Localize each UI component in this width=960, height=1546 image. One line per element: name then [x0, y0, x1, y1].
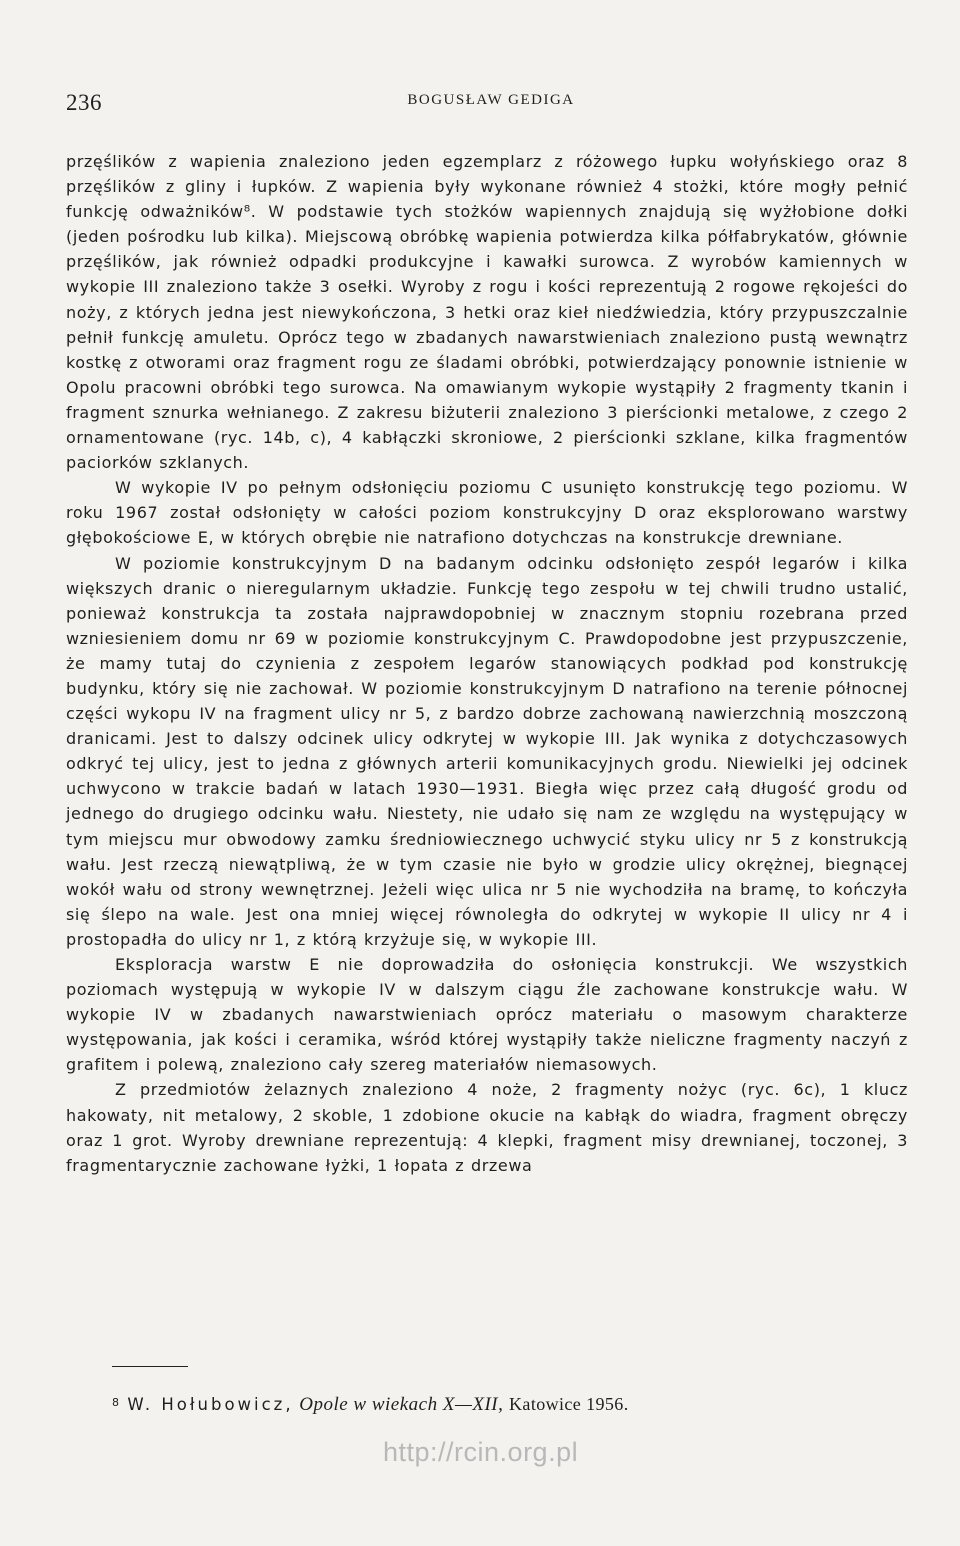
body-text [66, 149, 908, 1178]
footnote-title: Opole w wiekach X—XII, [299, 1394, 504, 1415]
paragraph-5: Z przedmiotów żelaznych znaleziono 4 noże, 2 fragmenty nożyc (ryc. 6c), 1 klucz hakowaty, nit metalowy, 2 skoble, 1 zdobione okucie na kabłąk do wiadra, fragment obręczy oraz 1 grot. Wyroby drewniane reprezentują: 4 klepki, fragment misy drewnianej, toczonej, 3 fragmentarycznie zachowane łyżki, 1 łopata z drzewa [66, 1080, 908, 1175]
footnote-author: W. Hołubowicz, [127, 1395, 294, 1414]
paragraph-2: W wykopie IV po pełnym odsłonięciu poziomu C usunięto konstrukcję tego poziomu. W roku 1967 został odsłonięty w całości poziom konstrukcyjny D oraz eksplorowano warstwy głębokościowe E, w których obrębie nie natrafiono dotychczas na konstrukcje drewniane. [66, 478, 908, 548]
footnote-mark: 8 [112, 1396, 120, 1409]
footnote [112, 1394, 629, 1416]
footnote-publication: Katowice 1956. [509, 1394, 629, 1414]
paragraph-1: przęślików z wapienia znaleziono jeden egzemplarz z różowego łupku wołyńskiego oraz 8 przęślików z gliny i łupków. Z wapienia były wykonane również 4 stożki, które mogły pełnić funkcję odważników⁸. W podstawie tych stożków wapiennych znajdują się wyżłobione dołki (jeden pośrodku lub kilka). Miejscową obróbkę wapienia potwierdza kilka półfabrykatów, głównie przęślików, jak również odpadki produkcyjne i kawałki surowca. Z wyrobów kamiennych w wykopie III znaleziono także 3 osełki. Wyroby z rogu i kości reprezentują 2 rogowe rękojeści do noży, z których jedna jest niewykończona, 3 hetki oraz kieł niedźwiedzia, który przypuszczalnie pełnił funkcję amuletu. Oprócz tego w zbadanych nawarstwieniach znaleziono pustą wewnątrz kostkę z otworami oraz fragment rogu ze śladami obróbki, potwierdzający ponownie istnienie w Opolu pracowni obróbki tego surowca. Na omawianym wykopie wystąpiły 2 fragmenty tkanin i fragment sznurka wełnianego. Z zakresu biżuterii znaleziono 3 pierścionki metalowe, z czego 2 ornamentowane (ryc. 14b, c), 4 kabłączki skroniowe, 2 pierścionki szklane, kilka fragmentów paciorków szklanych. [66, 152, 908, 473]
paragraph-4: Eksploracja warstw E nie doprowadziła do osłonięcia konstrukcji. We wszystkich poziomach występują w wykopie IV w dalszym ciągu źle zachowane konstrukcje wału. W wykopie IV w zbadanych nawarstwieniach oprócz materiału o masowym charakterze występowania, jak kości i ceramika, wśród której wystąpiły także nieliczne fragmenty naczyń z grafitem i polewą, znaleziono cały szereg materiałów niemasowych. [66, 955, 908, 1075]
running-head: BOGUSŁAW GEDIGA [407, 92, 575, 108]
page-header [66, 88, 916, 124]
footnote-divider [112, 1366, 188, 1367]
page-number: 236 [66, 90, 102, 115]
watermark-url: http://rcin.org.pl [383, 1437, 579, 1467]
paragraph-3: W poziomie konstrukcyjnym D na badanym odcinku odsłonięto zespół legarów i kilka większych dranic o nieregularnym układzie. Funkcję tego zespołu w tej chwili trudno ustalić, ponieważ konstrukcja ta została najprawdopobniej w znacznym stopniu rozebrana przed wzniesieniem domu nr 69 w poziomie konstrukcyjnym C. Prawdopodobne jest przypuszczenie, że mamy tutaj do czynienia z zespołem legarów stanowiących podkład pod konstrukcję budynku, który się nie zachował. W poziomie konstrukcyjnym D natrafiono na terenie północnej części wykopu IV na fragment ulicy nr 5, z bardzo dobrze zachowaną nawierzchnią moszczoną dranicami. Jest to dalszy odcinek ulicy odkrytej w wykopie III. Jak wynika z dotychczasowych odkryć tej ulicy, jest to jedna z głównych arterii komunikacyjnych grodu. Niewielki jej odcinek uchwycono w trakcie badań w latach 1930—1931. Biegła więc przez całą długość grodu od jednego do drugiego odcinku wału. Niestety, nie udało się nam ze względu na występujący w tym miejscu mur obwodowy zamku średniowiecznego uchwycić styku ulicy nr 5 z konstrukcją wału. Jest rzeczą niewątpliwą, że w tym czasie nie było w grodzie ulicy okrężnej, biegnącej wokół wału od strony wewnętrznej. Jeżeli więc ulica nr 5 nie wychodziła na bramę, to kończyła się ślepo na wale. Jest ona mniej więcej równoległa do odkrytej w wykopie II ulicy nr 4 i prostopadła do ulicy nr 1, z którą krzyżuje się, w wykopie III. [66, 553, 908, 949]
